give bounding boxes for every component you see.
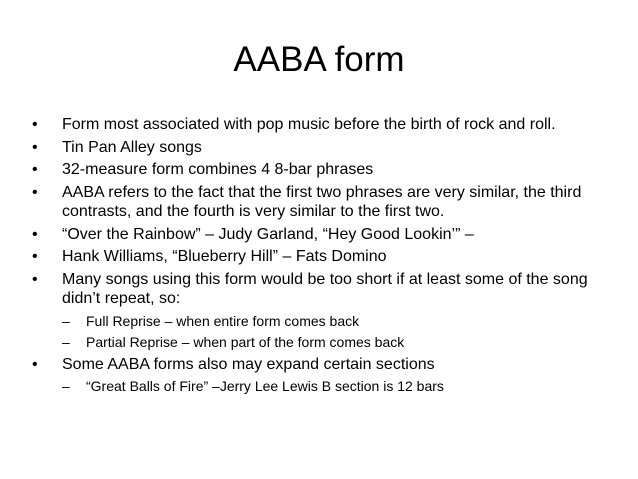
sub-item-text: Full Reprise – when entire form comes back bbox=[86, 312, 360, 329]
sub-item bbox=[62, 312, 612, 330]
bullet-text: Form most associated with pop music before the birth of rock and roll. bbox=[62, 116, 556, 133]
bullet-item bbox=[32, 247, 612, 267]
bullet-icon: • bbox=[32, 355, 38, 373]
bullet-icon: • bbox=[32, 161, 38, 178]
bullet-item bbox=[32, 115, 612, 135]
bullet-text: AABA refers to the fact that the first two phrases are very similar, the third contrasts, and the fourth is very similar to the first two. bbox=[62, 183, 582, 220]
bullet-icon: • bbox=[32, 225, 38, 243]
bullet-text: 32-measure form combines 4 8-bar phrases bbox=[62, 161, 374, 178]
sub-item-text: “Great Balls of Fire” –Jerry Lee Lewis B section is 12 bars bbox=[86, 378, 444, 394]
bullet-item bbox=[32, 355, 612, 396]
sub-item bbox=[62, 377, 612, 395]
sub-item-text: Partial Reprise – when part of the form comes back bbox=[86, 333, 405, 350]
bullet-text: Many songs using this form would be too short if at least some of the song didn’t repeat, so: bbox=[62, 270, 588, 307]
sub-list bbox=[62, 312, 612, 351]
bullet-text: Tin Pan Alley songs bbox=[62, 138, 202, 156]
bullet-icon: • bbox=[32, 270, 38, 288]
bullet-text: “Over the Rainbow” – Judy Garland, “Hey Good Lookin’” – bbox=[62, 225, 474, 243]
bullet-item bbox=[32, 225, 612, 245]
sub-list bbox=[62, 377, 612, 395]
bullet-icon: • bbox=[32, 138, 38, 156]
bullet-icon: • bbox=[32, 116, 38, 133]
bullet-item bbox=[32, 270, 612, 351]
bullet-item bbox=[32, 160, 612, 180]
slide-title: AABA form bbox=[233, 40, 405, 79]
bullet-text: Some AABA forms also may expand certain sections bbox=[62, 355, 435, 373]
sub-item bbox=[62, 333, 612, 351]
dash-icon: – bbox=[62, 312, 70, 329]
dash-icon: – bbox=[62, 333, 70, 350]
dash-icon: – bbox=[62, 378, 70, 394]
bullet-item bbox=[32, 183, 612, 222]
bullet-item bbox=[32, 138, 612, 158]
bullet-icon: • bbox=[32, 248, 38, 265]
bullet-text: Hank Williams, “Blueberry Hill” – Fats Domino bbox=[62, 248, 387, 265]
bullet-icon: • bbox=[32, 183, 38, 201]
bullet-list bbox=[32, 115, 612, 399]
